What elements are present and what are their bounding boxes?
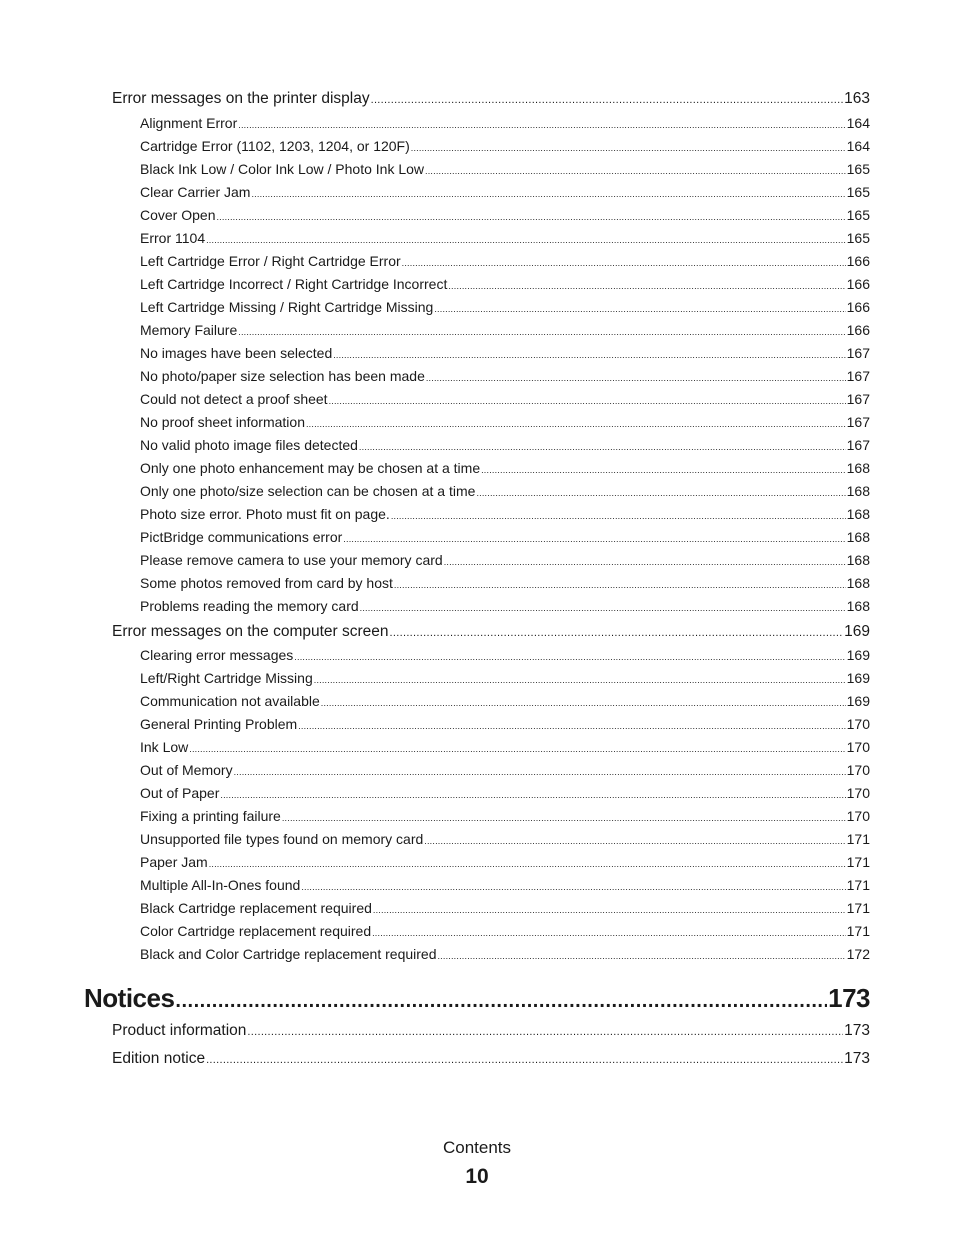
toc-dot-leader (360, 603, 846, 613)
toc-dot-leader (333, 350, 845, 360)
toc-dot-leader (175, 990, 827, 1013)
toc-entry-title: Only one photo enhancement may be chosen at a time (140, 460, 481, 476)
toc-entry-title: Ink Low (140, 739, 189, 755)
toc-entry-title: Black and Color Cartridge replacement required (140, 946, 437, 962)
toc-dot-leader (391, 511, 846, 521)
toc-entry-page: 169 (846, 647, 870, 663)
toc-dot-leader (301, 882, 845, 892)
toc-entry-page: 166 (846, 276, 870, 292)
toc-entry-page: 167 (846, 414, 870, 430)
toc-entry-page: 169 (846, 693, 870, 709)
toc-entry-page: 167 (846, 368, 870, 384)
toc-section-heading[interactable] (112, 1022, 870, 1042)
toc-entry-title: Error messages on the computer screen (112, 623, 389, 640)
toc-entry-page: 173 (844, 1022, 870, 1039)
toc-item[interactable] (140, 276, 870, 294)
toc-entry-page: 168 (846, 575, 870, 591)
toc-entry-page: 168 (846, 483, 870, 499)
toc-entry-page: 171 (846, 900, 870, 916)
toc-entry-title: Clearing error messages (140, 647, 294, 663)
toc-dot-leader (476, 488, 845, 498)
toc-entry-title: General Printing Problem (140, 716, 298, 732)
toc-dot-leader (373, 905, 846, 915)
toc-item[interactable] (140, 900, 870, 918)
toc-dot-leader (411, 143, 846, 153)
toc-entry-page: 165 (846, 184, 870, 200)
toc-item[interactable] (140, 253, 870, 271)
toc-item[interactable] (140, 368, 870, 386)
toc-dot-leader (448, 281, 845, 291)
toc-dot-leader (329, 396, 846, 406)
toc-item[interactable] (140, 762, 870, 780)
toc-dot-leader (321, 698, 846, 708)
toc-entry-page: 171 (846, 854, 870, 870)
toc-dot-leader (298, 721, 845, 731)
toc-item[interactable] (140, 115, 870, 133)
toc-entry-page: 164 (846, 115, 870, 131)
toc-dot-leader (444, 557, 846, 567)
toc-entry-title: Cartridge Error (1102, 1203, 1204, or 120F) (140, 138, 410, 154)
toc-entry-page: 170 (846, 716, 870, 732)
toc-entry-title: Only one photo/size selection can be chosen at a time (140, 483, 476, 499)
toc-item[interactable] (140, 299, 870, 317)
toc-dot-leader (238, 327, 845, 337)
toc-dot-leader (206, 235, 846, 245)
toc-item[interactable] (140, 647, 870, 665)
toc-entry-title: Edition notice (112, 1050, 206, 1067)
toc-entry-title: Notices (84, 983, 175, 1013)
toc-entry-title: Error messages on the printer display (112, 90, 370, 107)
toc-entry-title: Error 1104 (140, 230, 206, 246)
toc-item[interactable] (140, 230, 870, 248)
toc-entry-page: 165 (846, 207, 870, 223)
toc-dot-leader (247, 1026, 843, 1038)
toc-entry-page: 170 (846, 762, 870, 778)
toc-entry-title: Alignment Error (140, 115, 238, 131)
toc-entry-title: Left Cartridge Incorrect / Right Cartridge Incorrect (140, 276, 448, 292)
toc-entry-title: Multiple All-In-Ones found (140, 877, 301, 893)
toc-entry-page: 168 (846, 460, 870, 476)
toc-dot-leader (426, 373, 846, 383)
toc-item[interactable] (140, 877, 870, 895)
toc-entry-page: 170 (846, 785, 870, 801)
toc-item[interactable] (140, 693, 870, 711)
toc-item[interactable] (140, 207, 870, 225)
toc-dot-leader (238, 120, 845, 130)
toc-entry-title: Communication not available (140, 693, 320, 709)
toc-item[interactable] (140, 808, 870, 826)
toc-entry-title: No valid photo image files detected (140, 437, 358, 453)
toc-entry-page: 167 (846, 345, 870, 361)
toc-entry-title: Memory Failure (140, 322, 238, 338)
toc-item[interactable] (140, 575, 870, 593)
toc-item[interactable] (140, 414, 870, 432)
toc-item[interactable] (140, 483, 870, 501)
toc-entry-page: 166 (846, 322, 870, 338)
toc-dot-leader (206, 1054, 843, 1066)
toc-item[interactable] (140, 670, 870, 688)
toc-entry-title: Left Cartridge Missing / Right Cartridge Missing (140, 299, 434, 315)
footer-label: Contents (442, 1138, 512, 1157)
toc-item[interactable] (140, 831, 870, 849)
footer-page-number: 10 (465, 1165, 489, 1188)
toc-dot-leader (343, 534, 845, 544)
toc-item[interactable] (140, 739, 870, 757)
toc-entry-title: Left Cartridge Error / Right Cartridge Error (140, 253, 401, 269)
toc-dot-leader (234, 767, 846, 777)
toc-entry-page: 173 (828, 983, 870, 1013)
toc-entry-page: 172 (846, 946, 870, 962)
toc-entry-title: Could not detect a proof sheet (140, 391, 328, 407)
toc-dot-leader (209, 859, 846, 869)
toc-item[interactable] (140, 138, 870, 156)
toc-dot-leader (390, 627, 844, 639)
toc-entry-title: Color Cartridge replacement required (140, 923, 372, 939)
toc-entry-page: 171 (846, 831, 870, 847)
toc-entry-title: PictBridge communications error (140, 529, 343, 545)
toc-dot-leader (394, 580, 846, 590)
toc-dot-leader (437, 951, 845, 961)
toc-entry-page: 170 (846, 739, 870, 755)
toc-entry-title: No images have been selected (140, 345, 333, 361)
toc-entry-title: Some photos removed from card by host (140, 575, 393, 591)
toc-entry-title: Out of Memory (140, 762, 233, 778)
toc-dot-leader (251, 189, 845, 199)
toc-entry-page: 171 (846, 923, 870, 939)
toc-item[interactable] (140, 946, 870, 964)
toc-entry-title: Fixing a printing failure (140, 808, 281, 824)
toc-section-heading[interactable] (112, 90, 870, 110)
toc-entry-page: 166 (846, 253, 870, 269)
toc-item[interactable] (140, 345, 870, 363)
toc-entry-page: 165 (846, 230, 870, 246)
toc-entry-page: 169 (846, 670, 870, 686)
toc-dot-leader (220, 790, 845, 800)
toc-entry-title: Black Cartridge replacement required (140, 900, 372, 916)
toc-entry-title: Problems reading the memory card (140, 598, 359, 614)
toc-section-heading[interactable] (112, 1050, 870, 1070)
toc-item[interactable] (140, 506, 870, 524)
toc-dot-leader (402, 258, 846, 268)
toc-entry-page: 168 (846, 552, 870, 568)
toc-chapter-heading[interactable] (84, 983, 870, 1017)
toc-dot-leader (189, 744, 845, 754)
toc-entry-page: 167 (846, 391, 870, 407)
toc-entry-title: Paper Jam (140, 854, 208, 870)
toc-item[interactable] (140, 598, 870, 616)
toc-item[interactable] (140, 322, 870, 340)
toc-entry-page: 164 (846, 138, 870, 154)
toc-dot-leader (294, 652, 845, 662)
toc-dot-leader (359, 442, 846, 452)
toc-entry-title: Photo size error. Photo must fit on page. (140, 506, 390, 522)
toc-item[interactable] (140, 923, 870, 941)
toc-entry-title: Cover Open (140, 207, 216, 223)
toc-entry-page: 168 (846, 529, 870, 545)
toc-dot-leader (481, 465, 846, 475)
toc-dot-leader (314, 675, 846, 685)
toc-item[interactable] (140, 437, 870, 455)
toc-entry-title: Left/Right Cartridge Missing (140, 670, 313, 686)
toc-entry-title: Please remove camera to use your memory card (140, 552, 443, 568)
toc-item[interactable] (140, 529, 870, 547)
toc-entry-page: 167 (846, 437, 870, 453)
toc-entry-page: 166 (846, 299, 870, 315)
toc-item[interactable] (140, 184, 870, 202)
toc-item[interactable] (140, 716, 870, 734)
toc-dot-leader (372, 928, 846, 938)
toc-item[interactable] (140, 161, 870, 179)
toc-dot-leader (434, 304, 845, 314)
toc-item[interactable] (140, 785, 870, 803)
toc-entry-page: 168 (846, 598, 870, 614)
toc-entry-title: Out of Paper (140, 785, 220, 801)
toc-item[interactable] (140, 552, 870, 570)
toc-entry-page: 171 (846, 877, 870, 893)
toc-item[interactable] (140, 460, 870, 478)
toc-dot-leader (216, 212, 845, 222)
toc-item[interactable] (140, 391, 870, 409)
toc-entry-page: 168 (846, 506, 870, 522)
toc-section-heading[interactable] (112, 623, 870, 643)
toc-entry-title: No photo/paper size selection has been made (140, 368, 425, 384)
toc-dot-leader (306, 419, 846, 429)
toc-entry-page: 169 (844, 623, 870, 640)
toc-entry-page: 173 (844, 1050, 870, 1067)
toc-entry-title: No proof sheet information (140, 414, 305, 430)
toc-entry-page: 170 (846, 808, 870, 824)
toc-dot-leader (425, 166, 846, 176)
toc-dot-leader (371, 94, 844, 106)
toc-entry-title: Clear Carrier Jam (140, 184, 251, 200)
toc-item[interactable] (140, 854, 870, 872)
toc-entry-title: Product information (112, 1022, 247, 1039)
toc-entry-page: 163 (844, 90, 870, 107)
toc-entry-page: 165 (846, 161, 870, 177)
toc-entry-title: Black Ink Low / Color Ink Low / Photo Ink Low (140, 161, 425, 177)
toc-dot-leader (424, 836, 845, 846)
toc-entry-title: Unsupported file types found on memory card (140, 831, 424, 847)
toc-dot-leader (282, 813, 846, 823)
